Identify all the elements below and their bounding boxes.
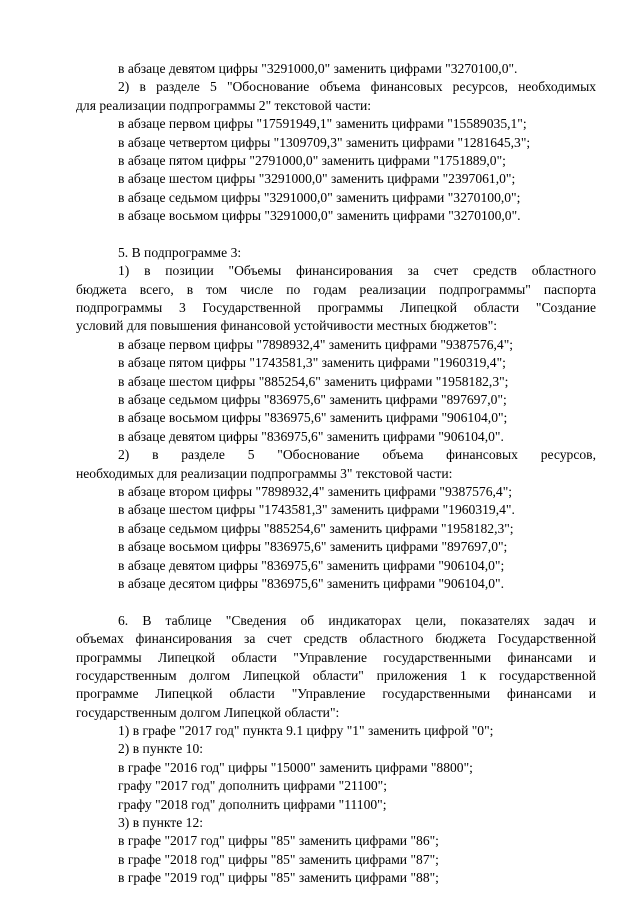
text-line: в графе "2018 год" цифры "85" заменить цифрами "87"; <box>118 851 439 867</box>
text-line: в абзаце четвертом цифры "1309709,3" заменить цифрами "1281645,3"; <box>118 134 531 150</box>
text-line: в абзаце восьмом цифры "836975,6" заменить цифрами "897697,0"; <box>118 539 508 555</box>
text-line: в абзаце девятом цифры "3291000,0" заменить цифрами "3270100,0". <box>118 61 518 76</box>
text-line: в графе "2016 год" цифры "15000" заменить цифрами "8800"; <box>118 759 473 775</box>
text-line: в абзаце первом цифры "7898932,4" заменить цифрами "9387576,4"; <box>118 336 514 352</box>
text-line: в абзаце восьмом цифры "836975,6" заменить цифрами "906104,0"; <box>118 410 508 426</box>
text-line: необходимых для реализации подпрограммы 3" текстовой части: <box>76 465 453 481</box>
text-line: в абзаце седьмом цифры "885254,6" заменить цифрами "1958182,3"; <box>118 520 514 536</box>
text-line: подпрограммы 3 Государственной программы Липецкой области "Создание <box>76 300 596 316</box>
text-line: 2) в разделе 5 "Обоснование объема финансовых ресурсов, необходимых <box>118 79 596 95</box>
text-line: в графе "2017 год" цифры "85" заменить цифрами "86"; <box>118 833 439 849</box>
text-line: условий для повышения финансовой устойчивости местных бюджетов": <box>76 318 498 334</box>
text-line: 1) в графе "2017 год" пункта 9.1 цифру "1" заменить цифрой "0"; <box>118 723 494 739</box>
text-line: 3) в пункте 12: <box>118 815 204 831</box>
text-line: 1) в позиции "Объемы финансирования за счет средств областного <box>118 263 596 279</box>
text-line: в абзаце пятом цифры "2791000,0" заменить цифрами "1751889,0"; <box>118 152 506 168</box>
text-line: в абзаце седьмом цифры "836975,6" заменить цифрами "897697,0"; <box>118 392 507 408</box>
text-line: в абзаце десятом цифры "836975,6" заменить цифрами "906104,0". <box>118 575 504 591</box>
text-line: программе Липецкой области "Управление государственными финансами и <box>76 686 596 702</box>
text-line: государственным долгом Липецкой области" приложения 1 к государственной <box>76 667 596 683</box>
text-line: графу "2018 год" дополнить цифрами "11100"; <box>118 796 387 812</box>
text-line: государственным долгом Липецкой области": <box>76 704 340 720</box>
blank-line <box>76 593 596 611</box>
text-line: бюджета всего, в том числе по годам реализации подпрограммы" паспорта <box>76 281 596 297</box>
text-line: 2) в пункте 10: <box>118 741 204 757</box>
text-line: в абзаце первом цифры "17591949,1" заменить цифрами "15589035,1"; <box>118 116 527 132</box>
text-line: в абзаце пятом цифры "1743581,3" заменить цифрами "1960319,4"; <box>118 355 506 371</box>
text-line: в абзаце восьмом цифры "3291000,0" заменить цифрами "3270100,0". <box>118 208 521 224</box>
text-line: программы Липецкой области "Управление государственными финансами и <box>76 649 596 665</box>
text-line: в абзаце шестом цифры "3291000,0" заменить цифрами "2397061,0"; <box>118 171 516 187</box>
blank-line <box>76 226 596 244</box>
text-line: в абзаце шестом цифры "885254,6" заменить цифрами "1958182,3"; <box>118 373 509 389</box>
text-line: в графе "2019 год" цифры "85" заменить цифрами "88"; <box>118 870 439 886</box>
text-line: 6. В таблице "Сведения об индикаторах цели, показателях задач и <box>118 612 596 628</box>
text-line: 2) в разделе 5 "Обоснование объема финансовых ресурсов, <box>118 447 596 463</box>
text-line: в абзаце девятом цифры "836975,6" заменить цифрами "906104,0"; <box>118 557 505 573</box>
text-line: в абзаце седьмом цифры "3291000,0" заменить цифрами "3270100,0"; <box>118 189 521 205</box>
text-line: в абзаце втором цифры "7898932,4" заменить цифрами "9387576,4"; <box>118 483 513 499</box>
document-page <box>76 60 596 888</box>
text-line: в абзаце девятом цифры "836975,6" заменить цифрами "906104,0". <box>118 428 504 444</box>
text-line: объемах финансирования за счет средств областного бюджета Государственной <box>76 631 596 647</box>
text-line: графу "2017 год" дополнить цифрами "21100"; <box>118 778 388 794</box>
text-line: для реализации подпрограммы 2" текстовой части: <box>76 97 372 113</box>
text-line: в абзаце шестом цифры "1743581,3" заменить цифрами "1960319,4". <box>118 502 515 518</box>
text-line: 5. В подпрограмме 3: <box>118 244 242 260</box>
